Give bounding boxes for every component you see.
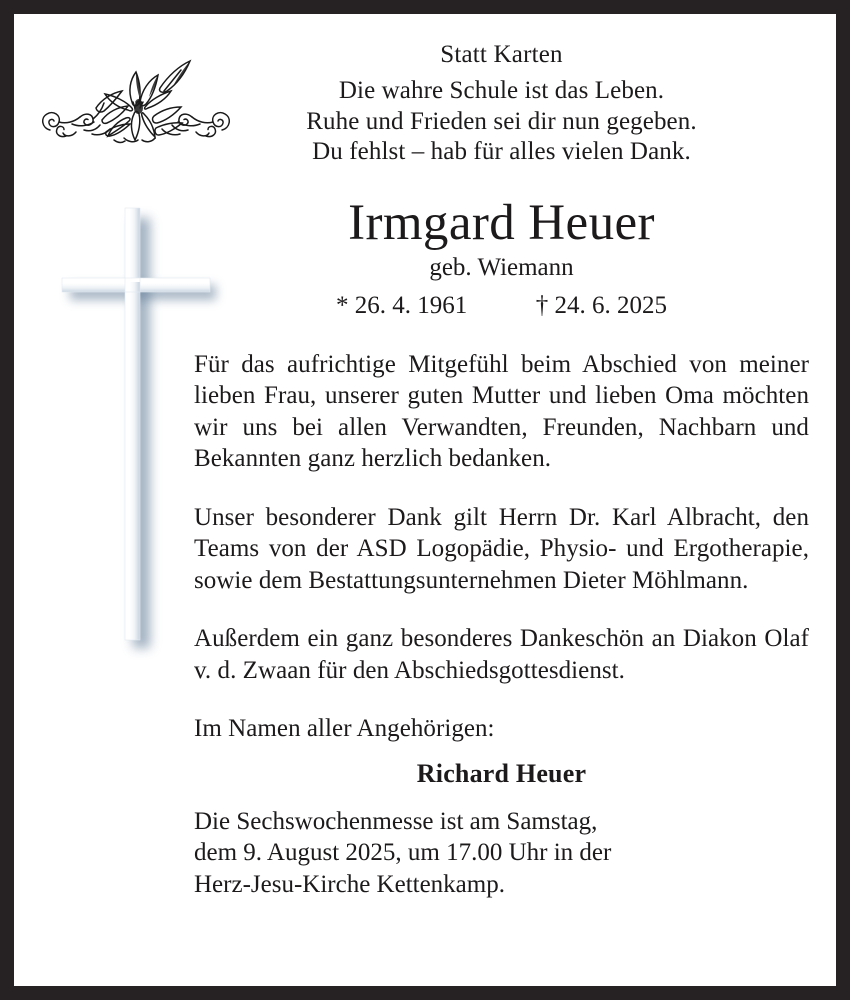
- verse-block: [194, 76, 809, 168]
- death-date: 24. 6. 2025: [554, 291, 667, 319]
- thanks-paragraph-1: Für das aufrichtige Mitgefühl beim Abschied von meiner lieben Frau, unserer guten Mutter und lieben Oma möchten wir uns bei allen Verwandten, Freunden, Nachbarn und Bekannten ganz herzlich bedanken.: [194, 350, 809, 472]
- family-line: Im Namen aller Angehörigen:: [194, 715, 495, 742]
- thanks-paragraph-2: Unser besonderer Dank gilt Herrn Dr. Karl Albracht, den Teams von der ASD Logopädie, Physio- und Ergotherapie, sowie dem Bestattungsunternehmen Dieter Möhlmann.: [194, 503, 809, 594]
- signature-name: Richard Heuer: [416, 758, 587, 788]
- notice-frame: [14, 14, 836, 986]
- death-symbol: †: [535, 291, 549, 319]
- birth-date: 26. 4. 1961: [354, 291, 468, 319]
- deceased-name: Irmgard Heuer: [348, 194, 655, 251]
- closing-line-3: Herz-Jesu-Kirche Kettenkamp.: [194, 870, 505, 898]
- closing-block: [194, 806, 809, 901]
- deceased-maiden-name: geb. Wiemann: [429, 253, 574, 281]
- closing-line-2: dem 9. August 2025, um 17.00 Uhr in der: [194, 839, 612, 866]
- verse-line-3: Du fehlst – hab für alles vielen Dank.: [312, 138, 691, 165]
- thanks-paragraph-3: Außerdem ein ganz besonderes Dankeschön an Diakon Olaf v. d. Zwaan für den Abschiedsgottesdienst.: [194, 625, 809, 684]
- heading-statt-karten: Statt Karten: [440, 41, 563, 68]
- notice-text-column: [194, 32, 809, 900]
- verse-line-2: Ruhe und Frieden sei dir nun gegeben.: [306, 107, 697, 135]
- verse-line-1: Die wahre Schule ist das Leben.: [338, 77, 665, 104]
- birth-symbol: *: [336, 291, 349, 319]
- life-dates: [194, 291, 809, 321]
- closing-line-1: Die Sechswochenmesse ist am Samstag,: [194, 807, 598, 835]
